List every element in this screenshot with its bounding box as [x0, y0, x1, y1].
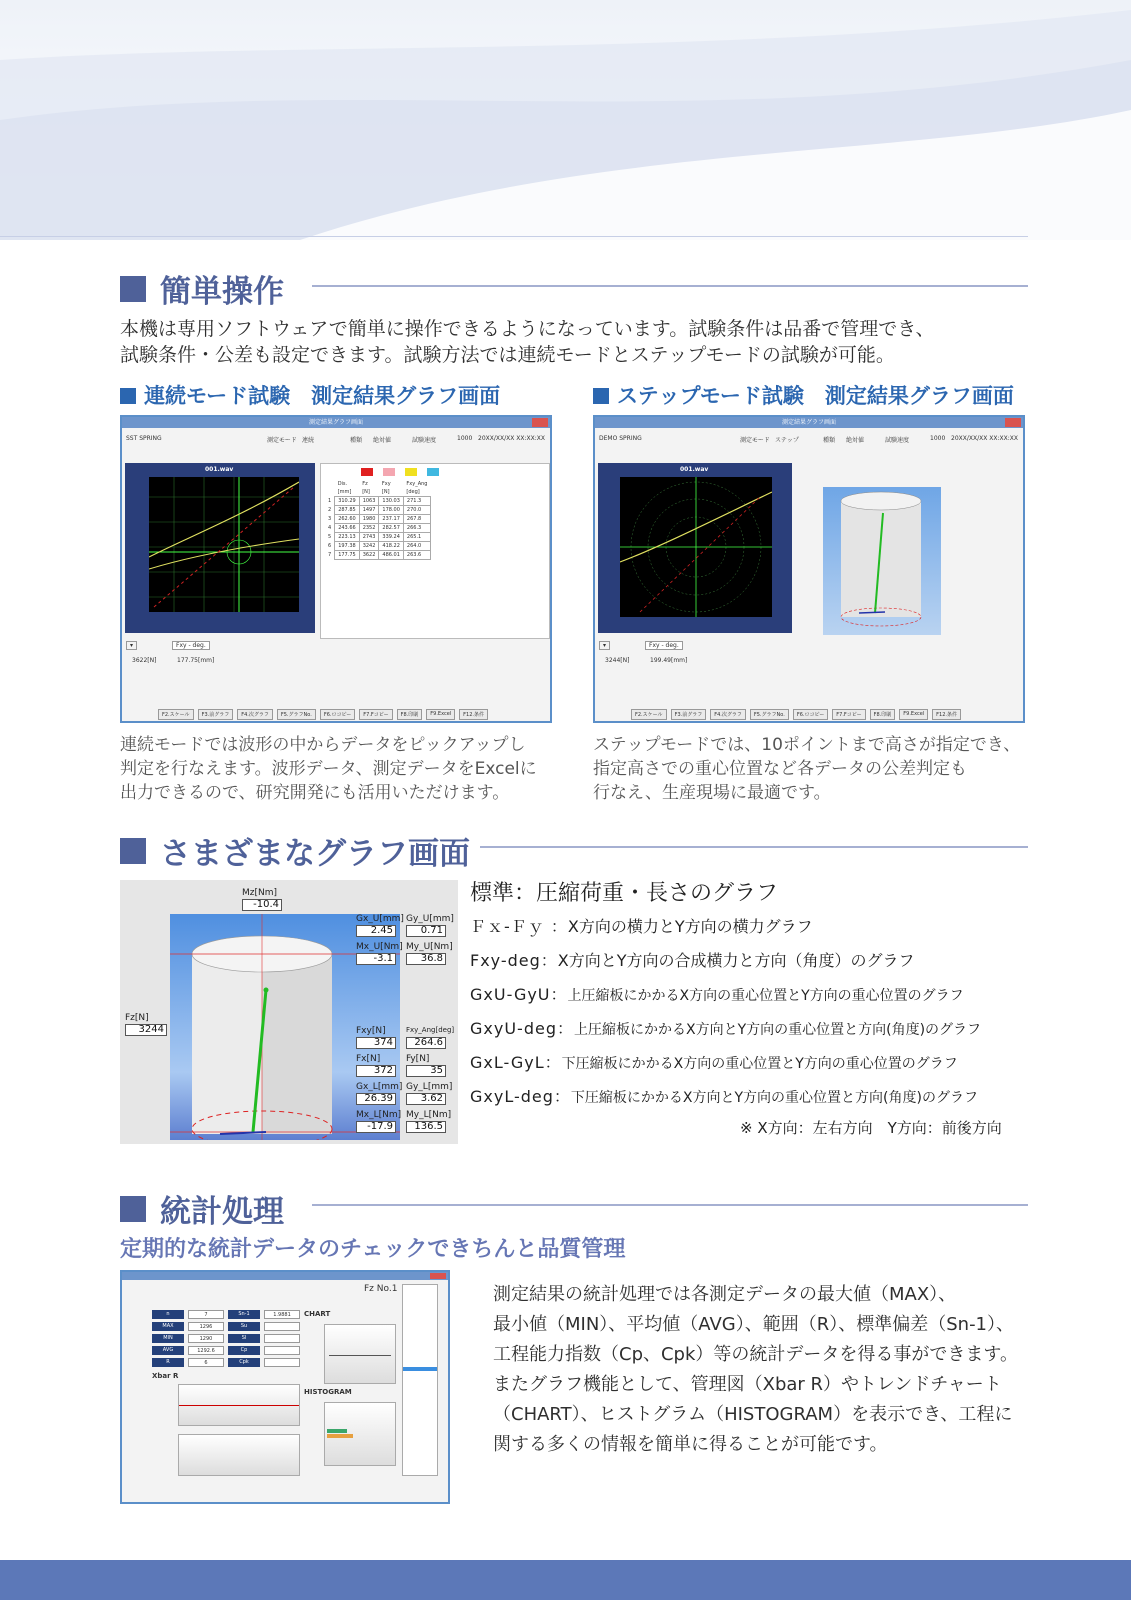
function-key-button[interactable]: F2.スケール — [158, 709, 194, 720]
table-cell: 3622 — [359, 551, 379, 560]
mz-value: -10.4 — [242, 899, 282, 911]
stat-value: 1292.6 — [188, 1346, 224, 1355]
graph-row — [470, 1050, 958, 1073]
xbar-center-line — [179, 1405, 299, 1406]
caption-line: ステップモードでは、10ポイントまで高さが指定でき、 — [593, 735, 1021, 755]
close-icon[interactable] — [430, 1273, 446, 1279]
caption-line: 行なえ、生産現場に最適です。 — [593, 783, 831, 803]
fxy-value: 374 — [356, 1037, 396, 1049]
table-cell: 486.01 — [379, 551, 404, 560]
stat-key: AVG — [152, 1346, 184, 1355]
function-key-button[interactable]: F12.条件 — [932, 709, 961, 720]
function-key-button[interactable]: F2.スケール — [631, 709, 667, 720]
table-row[interactable] — [325, 551, 430, 560]
window-titlebar — [122, 417, 550, 428]
section-rule — [480, 846, 1028, 848]
table-cell: 262.60 — [335, 515, 360, 524]
function-key-button[interactable]: F4.次グラフ — [710, 709, 746, 720]
body-line: 本機は専用ソフトウェアで簡単に操作できるようになっています。試験条件は品番で管理でき、 — [120, 318, 935, 340]
gxl-label: Gx_L[mm] — [356, 1082, 403, 1092]
graph-row — [470, 1016, 981, 1039]
mxl-value: -17.9 — [356, 1121, 396, 1133]
swatch-red — [361, 468, 373, 476]
statistics-body — [493, 1280, 1033, 1460]
col-unit: [N] — [381, 489, 390, 495]
speed-label: 試験速度 — [885, 437, 910, 444]
fz-label: Fz[N] — [125, 1013, 149, 1023]
section-title-simple-operation — [120, 266, 284, 311]
graph-desc: 上圧縮板にかかるX方向の重心位置とY方向の重心位置のグラフ — [567, 988, 964, 1004]
mode-label: 測定モード — [267, 437, 297, 444]
histogram-bar — [327, 1429, 347, 1433]
table-cell: 243.66 — [335, 524, 360, 533]
row-index: 3 — [328, 516, 332, 522]
product-name: DEMO SPRING — [599, 435, 642, 442]
gyl-value: 3.62 — [406, 1093, 446, 1105]
sample-list[interactable] — [402, 1284, 438, 1476]
stat-key: MIN — [152, 1334, 184, 1343]
title-square-icon — [120, 838, 146, 864]
row-index: 5 — [328, 534, 332, 540]
gxu-label: Gx_U[mm] — [356, 914, 404, 924]
row-index: 7 — [328, 552, 332, 558]
product-name: SST SPRING — [126, 435, 162, 442]
stat-key: Sn-1 — [228, 1310, 260, 1319]
table-cell: 265.1 — [403, 533, 430, 542]
function-key-button[interactable]: F5.グラフNo. — [277, 709, 316, 720]
gyu-label: Gy_U[mm] — [406, 914, 454, 924]
speed-value: 1000 — [930, 435, 946, 442]
window-title: 測定結果グラフ画面 — [308, 419, 363, 426]
table-row[interactable] — [325, 515, 430, 524]
trend-chart — [324, 1324, 396, 1384]
graph-desc: 下圧縮板にかかるX方向の重心位置とY方向の重心位置のグラフ — [561, 1056, 958, 1072]
trend-line — [329, 1355, 391, 1356]
graph-row — [470, 1084, 978, 1107]
range-chart — [178, 1434, 300, 1476]
table-cell: 310.29 — [335, 497, 360, 506]
function-key-button[interactable]: F3.前グラフ — [198, 709, 234, 720]
myl-label: My_L[Nm] — [406, 1110, 452, 1120]
mode-label: 測定モード — [740, 437, 770, 444]
stat-value — [264, 1322, 300, 1331]
graph-key: GxyL-deg： — [470, 1087, 571, 1106]
body-line: 最小値（MIN）、平均値（AVG）、範囲（R）、標準偏差（Sn-1）、 — [493, 1314, 1015, 1335]
table-cell: 267.8 — [403, 515, 430, 524]
histogram-chart — [324, 1402, 396, 1466]
body-line: 測定結果の統計処理では各測定データの最大値（MAX）、 — [493, 1284, 957, 1305]
fx-label: Fx[N] — [356, 1054, 381, 1064]
function-key-button[interactable]: F5.グラフNo. — [750, 709, 789, 720]
function-key-button[interactable]: F8.印刷 — [870, 709, 896, 720]
statistics-lead: 定期的な統計データのチェックできちんと品質管理 — [120, 1237, 626, 1262]
body-line: 工程能力指数（Cp、Cpk）等の統計データを得る事ができます。 — [493, 1344, 1018, 1365]
header-divider — [0, 236, 1028, 237]
body-line: 関する多くの情報を簡単に得ることが可能です。 — [493, 1434, 888, 1455]
table-cell: 264.0 — [403, 542, 430, 551]
col-unit: [mm] — [337, 489, 352, 495]
statistics-window — [120, 1270, 450, 1504]
caption-line: 連続モードでは波形の中からデータをピックアップし — [120, 735, 526, 755]
row-index: 1 — [328, 498, 332, 504]
table-cell: 178.00 — [379, 506, 404, 515]
header-background — [0, 0, 1131, 240]
plot-title: 001.wav — [205, 466, 234, 473]
mz-label: Mz[Nm] — [242, 888, 278, 898]
myu-label: My_U[Nm] — [406, 942, 453, 952]
fy-label: Fy[N] — [406, 1054, 430, 1064]
table-cell: 3242 — [359, 542, 379, 551]
polar-graph — [620, 477, 772, 617]
section-title-text: さまざまなグラフ画面 — [160, 836, 470, 872]
histogram-label: HISTOGRAM — [304, 1388, 352, 1396]
col-header: Fxy_Ang — [406, 481, 428, 487]
mode-value: 連続 — [302, 437, 315, 444]
table-cell: 1063 — [359, 497, 379, 506]
title-square-icon — [120, 276, 146, 302]
table-cell: 282.57 — [379, 524, 404, 533]
graph-select[interactable]: Fxy - deg. — [172, 641, 210, 650]
graph-key: GxU-GyU： — [470, 985, 568, 1004]
table-cell: 271.3 — [403, 497, 430, 506]
force-readout: 3622[N] — [132, 657, 157, 664]
gxu-value: 2.45 — [356, 925, 396, 937]
cylinder-figure — [120, 880, 458, 1144]
stat-value: 1296 — [188, 1322, 224, 1331]
table-cell: 237.17 — [379, 515, 404, 524]
chart-label: CHART — [304, 1310, 331, 1318]
selected-sample[interactable] — [403, 1367, 437, 1371]
graph-desc: X方向の横力とY方向の横力グラフ — [567, 917, 813, 936]
window-titlebar — [122, 1272, 448, 1280]
graph-key: GxyU-deg： — [470, 1019, 574, 1038]
force-readout: 3244[N] — [605, 657, 630, 664]
stat-value: 1.9881 — [264, 1310, 300, 1319]
gxl-value: 26.39 — [356, 1093, 396, 1105]
fxy-label: Fxy[N] — [356, 1026, 386, 1036]
step-plot — [598, 463, 792, 633]
close-icon[interactable] — [1005, 418, 1021, 427]
step-caption — [593, 733, 1033, 805]
caption-line: 出力できるので、研究開発にも活用いただけます。 — [120, 783, 510, 803]
close-icon[interactable] — [532, 418, 548, 427]
table-cell: 223.13 — [335, 533, 360, 542]
stat-key: Cp — [228, 1346, 260, 1355]
row-index: 4 — [328, 525, 332, 531]
gyl-label: Gy_L[mm] — [406, 1082, 453, 1092]
function-key-button[interactable]: F6.ロコピー — [320, 709, 355, 720]
stat-value — [264, 1358, 300, 1367]
continuous-mode-window — [120, 415, 552, 723]
stat-value: 6 — [188, 1358, 224, 1367]
table-cell: 339.24 — [379, 533, 404, 542]
sub-heading-text: ステップモード試験 測定結果グラフ画面 — [617, 384, 1014, 408]
function-key-button[interactable]: F7.Fコピー — [832, 709, 865, 720]
length-readout: 199.49[mm] — [650, 657, 688, 664]
stat-value: 7 — [188, 1310, 224, 1319]
step-mode-window — [593, 415, 1025, 723]
section-title-text: 簡単操作 — [160, 274, 284, 310]
graph-row — [470, 982, 964, 1005]
footer-bar — [0, 1560, 1131, 1600]
mxu-value: -3.1 — [356, 953, 396, 965]
function-key-button[interactable]: F12.条件 — [459, 709, 488, 720]
graph-select[interactable]: Fxy - deg. — [645, 641, 683, 650]
sub-heading-square-icon — [120, 388, 136, 404]
col-unit: [N] — [362, 489, 370, 495]
xbar-label: Xbar R — [152, 1372, 179, 1380]
function-key-button[interactable]: F9.Excel — [899, 709, 928, 720]
table-cell: 418.22 — [379, 542, 404, 551]
stat-value — [264, 1334, 300, 1343]
plot-title: 001.wav — [680, 466, 709, 473]
table-units-row — [325, 488, 430, 497]
function-key-button[interactable]: F7.Fコピー — [359, 709, 392, 720]
stats-window-title: Fz No.1 — [364, 1284, 398, 1294]
title-square-icon — [120, 1196, 146, 1222]
sub-heading-step — [593, 380, 1014, 410]
sub-heading-text: 連続モード試験 測定結果グラフ画面 — [144, 384, 501, 408]
col-header: Fz — [362, 481, 368, 487]
fz-value: 3244 — [125, 1024, 167, 1036]
table-row[interactable] — [325, 524, 430, 533]
table-row[interactable] — [325, 542, 430, 551]
table-cell: 1497 — [359, 506, 379, 515]
data-mode-button[interactable]: ▾ — [599, 641, 610, 650]
kind-label: 種類 — [350, 437, 363, 444]
section-title-graphs — [120, 828, 470, 873]
swatch-pink — [383, 468, 395, 476]
test-date: 20XX/XX/XX XX:XX:XX — [478, 435, 545, 442]
fxyang-value: 264.6 — [406, 1037, 446, 1049]
sub-heading-square-icon — [593, 388, 609, 404]
table-cell: 263.6 — [403, 551, 430, 560]
standard-graph-title: 標準：圧縮荷重・長さのグラフ — [470, 881, 779, 906]
table-cell: 266.3 — [403, 524, 430, 533]
function-key-bar — [158, 709, 488, 720]
table-body — [325, 497, 430, 560]
col-unit: [deg] — [406, 489, 420, 495]
graph-key: GxL-GyL： — [470, 1053, 562, 1072]
histogram-bar — [327, 1434, 353, 1438]
test-date: 20XX/XX/XX XX:XX:XX — [951, 435, 1018, 442]
plot-area — [149, 477, 299, 612]
table-cell: 1980 — [359, 515, 379, 524]
graph-key: Fxy-deg： — [470, 951, 558, 970]
stat-key: Su — [228, 1322, 260, 1331]
function-key-button[interactable]: F8.印刷 — [397, 709, 423, 720]
plot-area — [620, 477, 772, 617]
window-titlebar — [595, 417, 1023, 428]
col-header: Fxy — [381, 481, 391, 487]
section1-body — [120, 316, 1030, 368]
continuous-plot — [125, 463, 315, 633]
graph-desc: 下圧縮板にかかるX方向とY方向の重心位置と方向(角度)のグラフ — [570, 1090, 978, 1106]
data-mode-button[interactable]: ▾ — [126, 641, 137, 650]
fxyang-label: Fxy_Ang[deg] — [406, 1026, 455, 1034]
myu-value: 36.8 — [406, 953, 446, 965]
function-key-button[interactable]: F4.次グラフ — [237, 709, 273, 720]
swatch-yellow — [405, 468, 417, 476]
stat-key: Cpk — [228, 1358, 260, 1367]
table-row[interactable] — [325, 533, 430, 542]
speed-label: 試験速度 — [412, 437, 437, 444]
table-row[interactable] — [325, 497, 430, 506]
stat-value: 1290 — [188, 1334, 224, 1343]
section-title-statistics — [120, 1186, 284, 1231]
sub-heading-continuous — [120, 380, 500, 410]
direction-note: ※ X方向：左右方向 Y方向：前後方向 — [740, 1119, 1002, 1137]
mxu-label: Mx_U[Nm] — [356, 942, 403, 952]
section-title-text: 統計処理 — [160, 1194, 284, 1230]
function-key-button[interactable]: F9.Excel — [426, 709, 455, 720]
swatch-cyan — [427, 468, 439, 476]
table-cell: 270.0 — [403, 506, 430, 515]
fx-value: 372 — [356, 1065, 396, 1077]
body-line: またグラフ機能として、管理図（Xbar R）やトレンドチャート — [493, 1374, 1002, 1395]
col-header: Dis. — [337, 481, 348, 487]
body-line: （CHART）、ヒストグラム（HISTOGRAM）を表示でき、工程に — [493, 1404, 1013, 1425]
graph-desc: X方向とY方向の合成横力と方向（角度）のグラフ — [557, 951, 915, 970]
table-row[interactable] — [325, 506, 430, 515]
row-index: 2 — [328, 507, 332, 513]
stat-key: Sl — [228, 1334, 260, 1343]
data-table-panel — [320, 463, 550, 639]
speed-value: 1000 — [457, 435, 473, 442]
function-key-button[interactable]: F6.ロコピー — [793, 709, 828, 720]
stat-key: MAX — [152, 1322, 184, 1331]
table-cell: 177.75 — [335, 551, 360, 560]
kind-label: 種類 — [823, 437, 836, 444]
body-line: 試験条件・公差も設定できます。試験方法では連続モードとステップモードの試験が可能。 — [120, 344, 895, 366]
fy-value: 35 — [406, 1065, 446, 1077]
length-readout: 177.75[mm] — [177, 657, 215, 664]
kind-value: 絶対値 — [846, 437, 865, 444]
xbar-chart — [178, 1384, 300, 1426]
row-index: 6 — [328, 543, 332, 549]
table-cell: 197.38 — [335, 542, 360, 551]
table-cell: 2743 — [359, 533, 379, 542]
kind-value: 絶対値 — [373, 437, 392, 444]
graph-desc: 上圧縮板にかかるX方向とY方向の重心位置と方向(角度)のグラフ — [573, 1022, 982, 1038]
window-title: 測定結果グラフ画面 — [781, 419, 836, 426]
table-header-row — [325, 480, 430, 488]
gyu-value: 0.71 — [406, 925, 446, 937]
stat-key: R — [152, 1358, 184, 1367]
measurement-table — [325, 480, 431, 560]
caption-line: 指定高さでの重心位置など各データの公差判定も — [593, 759, 967, 779]
stat-key: n — [152, 1310, 184, 1319]
function-key-button[interactable]: F3.前グラフ — [671, 709, 707, 720]
table-cell: 287.85 — [335, 506, 360, 515]
graph-key: Ｆｘ-Ｆｙ ： — [470, 917, 568, 936]
caption-line: 判定を行なえます。波形データ、測定データをExcelに — [120, 759, 537, 779]
cylinder-view — [823, 487, 941, 635]
continuous-caption — [120, 733, 560, 805]
myl-value: 136.5 — [406, 1121, 446, 1133]
table-cell: 2352 — [359, 524, 379, 533]
mxl-label: Mx_L[Nm] — [356, 1110, 402, 1120]
function-key-bar — [631, 709, 961, 720]
section-rule — [312, 1204, 1028, 1206]
graph-row — [470, 914, 813, 937]
table-cell: 130.03 — [379, 497, 404, 506]
mode-value: ステップ — [775, 437, 799, 444]
section-rule — [312, 285, 1028, 287]
header-swoosh — [0, 0, 1131, 240]
waveform-graph — [149, 477, 299, 612]
stat-value — [264, 1346, 300, 1355]
cylinder-graphic — [823, 487, 941, 635]
graph-row — [470, 948, 915, 971]
